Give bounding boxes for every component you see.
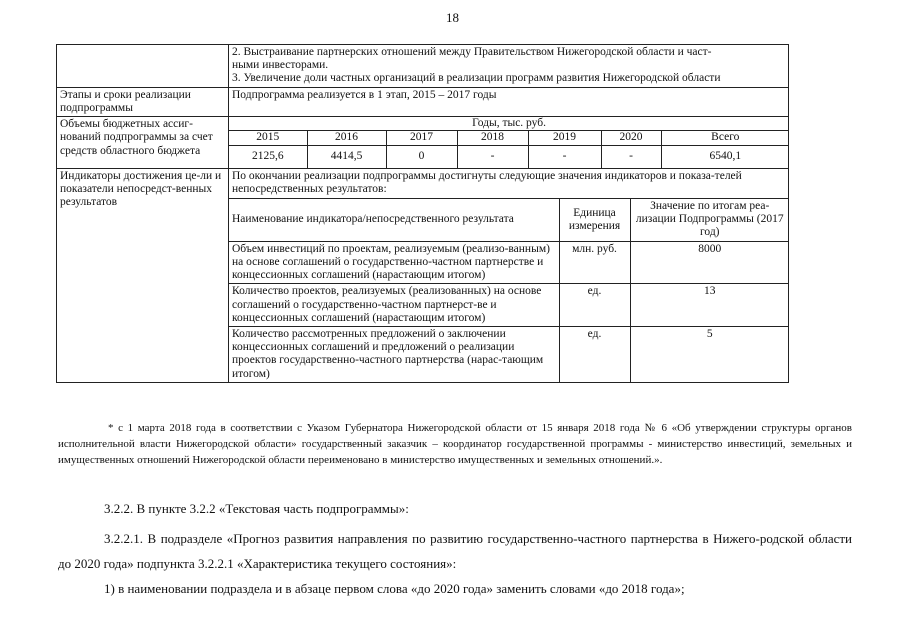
budget-year: 2016 — [307, 131, 386, 145]
goals-line: 2. Выстраивание партнерских отношений между Правительством Нижегородской области и част- — [232, 46, 712, 58]
footnote: * с 1 марта 2018 года в соответствии с Указом Губернатора Нижегородской области от 15 января 2018 года № 6 «Об утверждении структуры органов исполнительной власти Нижегородской области» государственный заказчик – координатор государственной программы - министерство инвестиций, земельных и имущественных отношений Нижегородской области переименовано в министерство имущественных и земельных отношений.». — [58, 422, 852, 466]
budget-label: Объемы бюджетных ассиг-нований подпрограммы за счет средств областного бюджета — [57, 117, 229, 168]
indicator-row — [229, 326, 789, 381]
goals-line: ными инвесторами. — [232, 59, 329, 72]
goals-line: 3. Увеличение доли частных организаций в реализации программ развития Нижегородской области — [232, 72, 721, 85]
indicators-header-row — [229, 198, 789, 241]
budget-value: 2125,6 — [229, 145, 307, 168]
budget-years-row — [229, 131, 789, 145]
indicators-label: Индикаторы достижения це-ли и показатели непосредст-венных результатов — [57, 168, 229, 382]
budget-row — [57, 117, 789, 168]
goals-cell — [229, 45, 789, 88]
budget-year: 2015 — [229, 131, 307, 145]
budget-value: - — [457, 145, 528, 168]
budget-table — [229, 117, 789, 167]
paragraph: 3.2.2. В пункте 3.2.2 «Текстовая часть подпрограммы»: — [104, 501, 409, 516]
budget-value: - — [601, 145, 661, 168]
budget-year: 2020 — [601, 131, 661, 145]
budget-values-row — [229, 145, 789, 168]
indicator-name-header: Наименование индикатора/непосредственного результата — [229, 198, 559, 241]
indicator-name: Объем инвестиций по проектам, реализуемым (реализо-ванным) на основе соглашений о государственно-частном партнерстве и концессионных соглашений (нарастающим итогом) — [229, 241, 559, 284]
budget-header: Годы, тыс. руб. — [229, 117, 789, 131]
paragraph: 3.2.2.1. В подразделе «Прогноз развития направления по развитию государственно-частного партнерства в Нижего-родской области до 2020 года» подпункта 3.2.2.1 «Характеристика текущего состояния»: — [58, 531, 852, 571]
stages-value: Подпрограмма реализуется в 1 этап, 2015 – 2017 годы — [229, 87, 789, 116]
stages-label: Этапы и сроки реализации подпрограммы — [57, 87, 229, 116]
page-number: 18 — [446, 10, 459, 25]
indicator-row — [229, 241, 789, 284]
budget-year: 2017 — [386, 131, 457, 145]
passport-table — [56, 44, 788, 383]
indicators-intro: По окончании реализации подпрограммы достигнуты следующие значения индикаторов и показа-телей непосредственных результатов: — [232, 169, 742, 195]
budget-value: 6540,1 — [661, 145, 789, 168]
budget-value: 4414,5 — [307, 145, 386, 168]
indicator-name: Количество рассмотренных предложений о заключении концессионных соглашений и предложений о реализации проектов государственно-частного партнерства (нарас-тающим итогом) — [229, 326, 559, 381]
paragraph: 1) в наименовании подраздела и в абзаце первом слова «до 2020 года» заменить словами «до 2018 года»; — [104, 581, 685, 596]
indicator-value: 13 — [630, 284, 789, 327]
stages-row — [57, 87, 789, 116]
goals-label — [57, 45, 229, 88]
goals-row — [57, 45, 789, 88]
indicators-table — [229, 198, 789, 382]
indicator-unit: ед. — [559, 284, 630, 327]
budget-value: 0 — [386, 145, 457, 168]
indicators-row — [57, 168, 789, 382]
budget-year: Всего — [661, 131, 789, 145]
budget-value: - — [528, 145, 601, 168]
indicator-value-header: Значение по итогам реа-лизации Подпрограммы (2017 год) — [630, 198, 789, 241]
indicator-unit: млн. руб. — [559, 241, 630, 284]
indicators-cell — [229, 168, 789, 382]
indicator-name: Количество проектов, реализуемых (реализованных) на основе соглашений о государственно-частном партнерст-ве и концессионных соглашений (нарастающим итогом) — [229, 284, 559, 327]
budget-year: 2019 — [528, 131, 601, 145]
indicator-row — [229, 284, 789, 327]
indicator-unit-header: Единица измерения — [559, 198, 630, 241]
budget-cell — [229, 117, 789, 168]
budget-year: 2018 — [457, 131, 528, 145]
indicator-unit: ед. — [559, 326, 630, 381]
indicator-value: 5 — [630, 326, 789, 381]
indicator-value: 8000 — [630, 241, 789, 284]
